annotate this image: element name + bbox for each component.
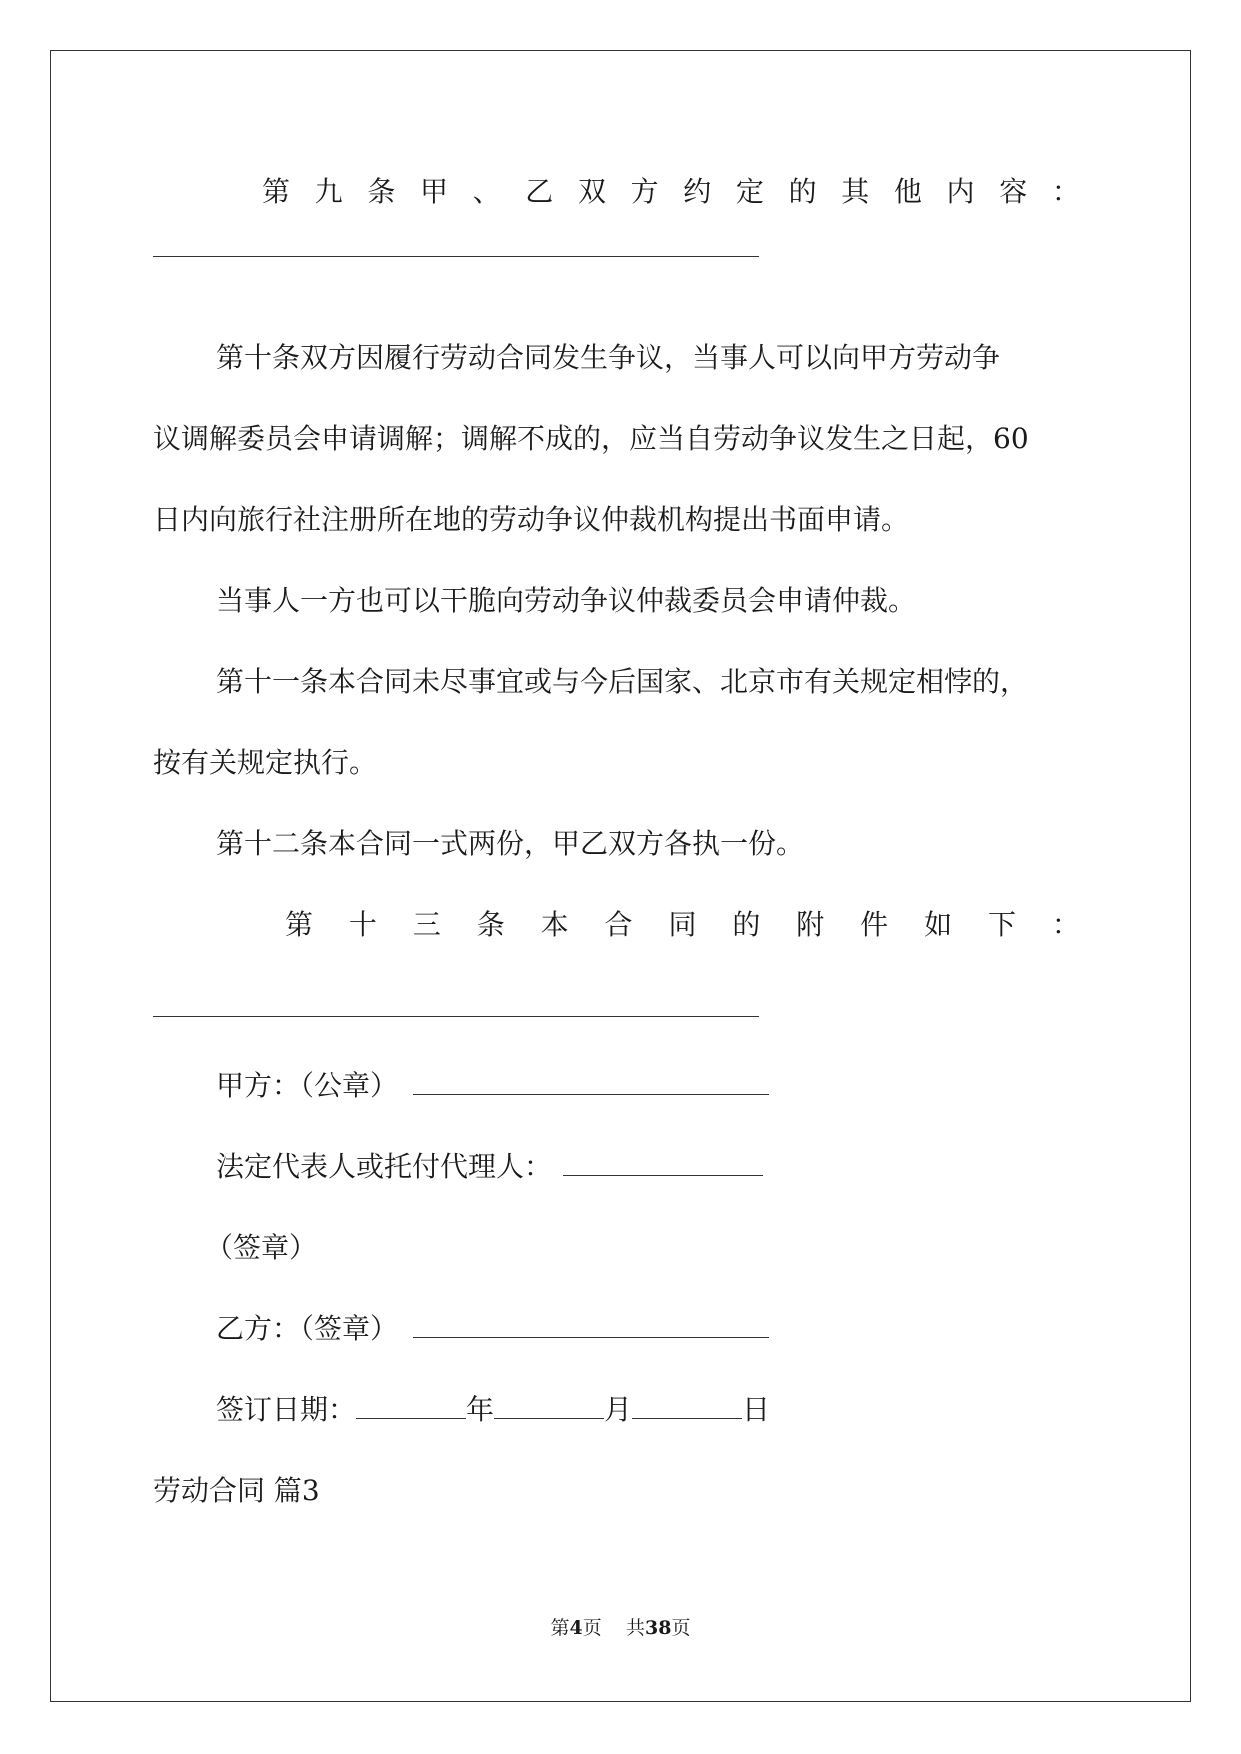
article-13-blank-line <box>153 1016 759 1017</box>
party-b-blank <box>413 1311 769 1338</box>
representative-label: 法定代表人或托付代理人： <box>216 1150 553 1183</box>
party-b-line <box>216 1309 769 1349</box>
month-label: 月 <box>604 1393 633 1426</box>
article-11-line-2: 按有关规定执行。 <box>153 746 378 779</box>
day-label: 日 <box>742 1393 771 1426</box>
month-blank <box>494 1392 604 1419</box>
article-13-line: 第 十 三 条 本 合 同 的 附 件 如 下 ： <box>285 908 1080 941</box>
next-section-heading: 劳动合同 篇3 <box>153 1474 320 1507</box>
article-10-line-3: 日内向旅行社注册所在地的劳动争议仲裁机构提出书面申请。 <box>153 503 910 536</box>
article-12-line: 第十二条本合同一式两份，甲乙双方各执一份。 <box>216 827 805 860</box>
year-blank <box>356 1392 466 1419</box>
day-blank <box>632 1392 742 1419</box>
representative-blank <box>563 1149 763 1176</box>
article-9-blank-line <box>153 256 759 257</box>
page-footer: 第4页 共38页 <box>550 1617 691 1639</box>
signing-date-label: 签订日期： <box>216 1393 357 1426</box>
total-page-count: 38 <box>644 1617 672 1639</box>
signing-date-line <box>216 1390 770 1430</box>
current-page-number: 4 <box>569 1617 583 1639</box>
article-10-line-1: 第十条双方因履行劳动合同发生争议，当事人可以向甲方劳动争 <box>216 341 1001 374</box>
sign-stamp-line: （签章） <box>205 1231 318 1264</box>
party-a-label: 甲方：（公章） <box>216 1069 399 1102</box>
article-11-line-1: 第十一条本合同未尽事宜或与今后国家、北京市有关规定相悖的， <box>216 665 1029 698</box>
page-border <box>50 50 1191 1702</box>
representative-line <box>216 1147 763 1187</box>
party-a-blank <box>413 1068 769 1095</box>
party-a-line <box>216 1066 769 1106</box>
article-9-line: 第 九 条 甲 、 乙 双 方 约 定 的 其 他 内 容 ： <box>262 175 1080 208</box>
article-10-line-2: 议调解委员会申请调解；调解不成的，应当自劳动争议发生之日起，60 <box>153 422 1029 455</box>
party-b-label: 乙方：（签章） <box>216 1312 399 1345</box>
article-10-line-4: 当事人一方也可以干脆向劳动争议仲裁委员会申请仲裁。 <box>216 584 917 617</box>
year-label: 年 <box>466 1393 495 1426</box>
